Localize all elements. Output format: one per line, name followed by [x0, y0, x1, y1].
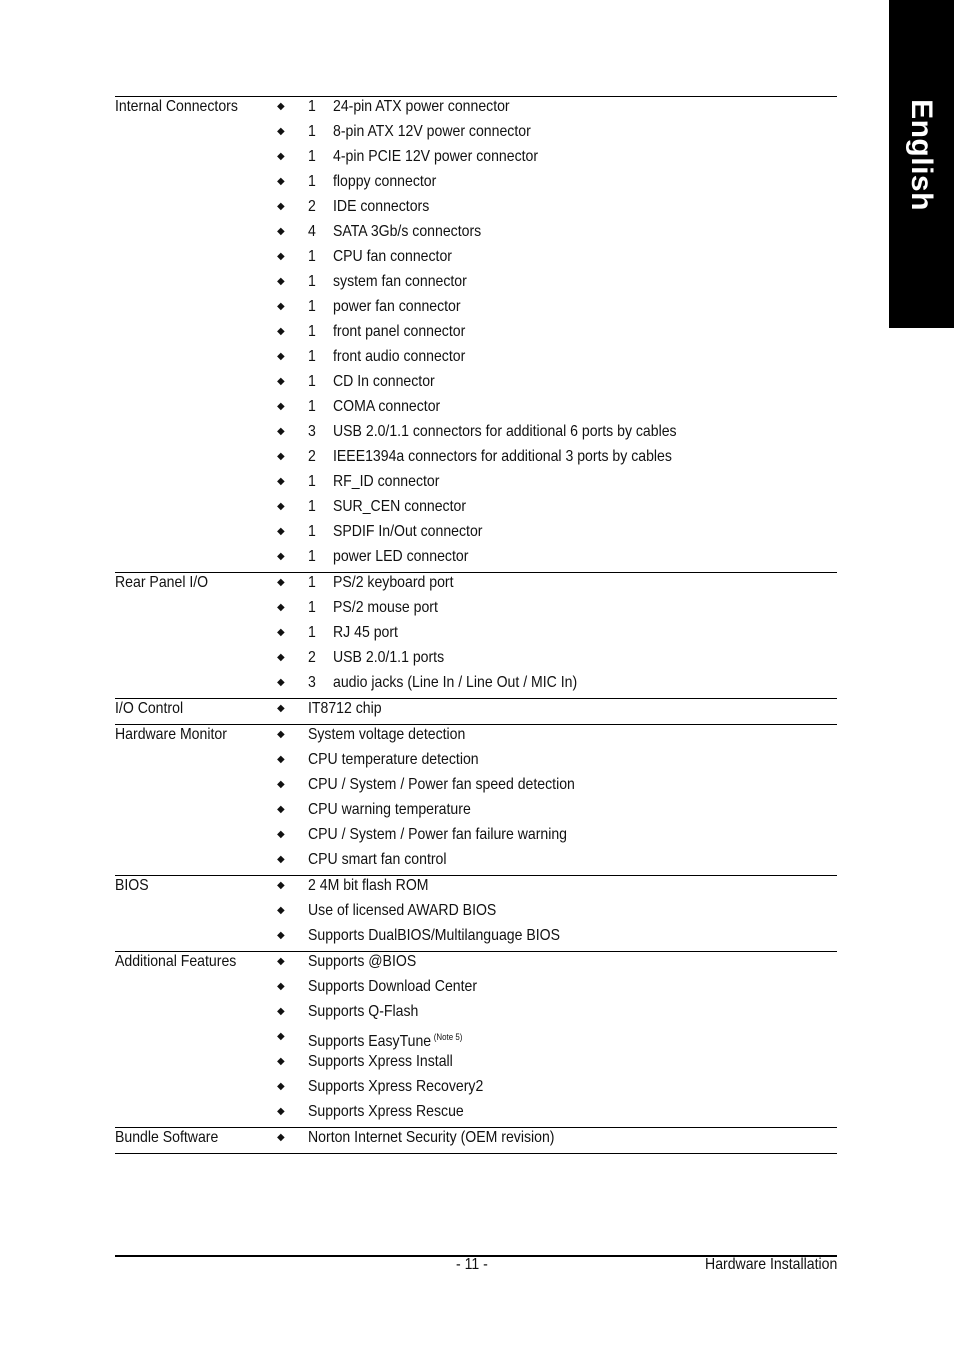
spec-section [115, 951, 837, 1127]
bullet-icon: ◆ [277, 677, 285, 688]
spec-row [115, 1002, 837, 1027]
spec-row [115, 122, 837, 147]
item-text: CPU smart fan control [308, 851, 447, 868]
bullet-icon: ◆ [277, 652, 285, 663]
spec-row [115, 347, 837, 372]
item-description [308, 750, 479, 770]
item-text: Supports Xpress Recovery2 [308, 1078, 484, 1095]
spec-row [115, 372, 837, 397]
bullet-icon: ◆ [277, 101, 285, 112]
item-text: system fan connector [333, 273, 467, 290]
item-description [308, 699, 382, 719]
item-description [333, 347, 465, 367]
item-text: power fan connector [333, 298, 461, 315]
item-text: COMA connector [333, 398, 441, 415]
bullet-icon: ◆ [277, 1081, 285, 1092]
spec-category: I/O Control [115, 700, 184, 717]
item-text: CPU temperature detection [308, 751, 479, 768]
spec-row [115, 297, 837, 322]
item-quantity: 3 [308, 423, 316, 440]
bullet-icon: ◆ [277, 729, 285, 740]
item-quantity: 1 [308, 148, 316, 165]
item-text: front panel connector [333, 323, 466, 340]
bullet-icon: ◆ [277, 451, 285, 462]
item-quantity: 2 [308, 448, 316, 465]
item-description [308, 850, 447, 870]
item-description [333, 447, 672, 467]
item-quantity: 1 [308, 498, 316, 515]
item-description [308, 800, 471, 820]
item-quantity: 1 [308, 599, 316, 616]
item-description [308, 775, 575, 795]
bullet-icon: ◆ [277, 401, 285, 412]
spec-row [115, 901, 837, 926]
spec-row [115, 547, 837, 572]
item-description [308, 1077, 483, 1097]
bullet-icon: ◆ [277, 703, 285, 714]
item-description [333, 397, 440, 417]
item-text: IEEE1394a connectors for additional 3 ports by cables [333, 448, 672, 465]
spec-row [115, 497, 837, 522]
item-quantity: 1 [308, 323, 316, 340]
bullet-icon: ◆ [277, 880, 285, 891]
item-description [308, 825, 567, 845]
spec-row [115, 800, 837, 825]
item-description [333, 648, 444, 668]
item-text: USB 2.0/1.1 connectors for additional 6 ports by cables [333, 423, 677, 440]
item-quantity: 4 [308, 223, 316, 240]
item-description [308, 1052, 453, 1072]
item-description [308, 725, 465, 745]
item-quantity: 1 [308, 98, 316, 115]
spec-row [115, 952, 837, 977]
item-description [333, 322, 465, 342]
item-text: Supports Q-Flash [308, 1003, 419, 1020]
item-text: IT8712 chip [308, 700, 382, 717]
item-description [308, 1002, 418, 1022]
item-text: front audio connector [333, 348, 466, 365]
item-description [333, 147, 538, 167]
bullet-icon: ◆ [277, 1006, 285, 1017]
bullet-icon: ◆ [277, 551, 285, 562]
item-text: 4-pin PCIE 12V power connector [333, 148, 539, 165]
item-description [308, 1027, 462, 1052]
spec-row [115, 147, 837, 172]
bullet-icon: ◆ [277, 351, 285, 362]
item-text: 8-pin ATX 12V power connector [333, 123, 531, 140]
item-text: SUR_CEN connector [333, 498, 467, 515]
item-description [333, 122, 531, 142]
bullet-icon: ◆ [277, 1106, 285, 1117]
item-description [333, 472, 439, 492]
item-text: PS/2 mouse port [333, 599, 438, 616]
spec-row [115, 472, 837, 497]
spec-row [115, 1027, 837, 1052]
item-description [308, 901, 496, 921]
item-description [333, 97, 510, 117]
spec-section [115, 875, 837, 951]
item-text: CPU warning temperature [308, 801, 471, 818]
item-text: Supports @BIOS [308, 953, 417, 970]
item-text: RJ 45 port [333, 624, 398, 641]
spec-section [115, 698, 837, 724]
item-quantity: 1 [308, 248, 316, 265]
item-text: PS/2 keyboard port [333, 574, 454, 591]
item-description [308, 977, 477, 997]
bullet-icon: ◆ [277, 201, 285, 212]
bullet-icon: ◆ [277, 226, 285, 237]
item-description [333, 673, 577, 693]
spec-row [115, 1128, 837, 1153]
spec-row [115, 197, 837, 222]
spec-category: Rear Panel I/O [115, 574, 209, 591]
bullet-icon: ◆ [277, 754, 285, 765]
item-description [333, 598, 438, 618]
item-note: (Note 5) [433, 1032, 463, 1042]
bullet-icon: ◆ [277, 981, 285, 992]
spec-row [115, 247, 837, 272]
spec-section [115, 724, 837, 875]
bullet-icon: ◆ [277, 1031, 285, 1042]
language-tab [889, 0, 954, 328]
item-text: CPU fan connector [333, 248, 452, 265]
bullet-icon: ◆ [277, 151, 285, 162]
item-quantity: 1 [308, 473, 316, 490]
spec-row [115, 750, 837, 775]
item-description [308, 1102, 464, 1122]
bullet-icon: ◆ [277, 1056, 285, 1067]
spec-row [115, 825, 837, 850]
item-description [333, 573, 454, 593]
item-text: audio jacks (Line In / Line Out / MIC In) [333, 674, 578, 691]
spec-row [115, 876, 837, 901]
spec-row [115, 422, 837, 447]
item-text: Supports DualBIOS/Multilanguage BIOS [308, 927, 561, 944]
spec-row [115, 97, 837, 122]
item-description [333, 422, 677, 442]
bullet-icon: ◆ [277, 251, 285, 262]
item-text: CD In connector [333, 373, 435, 390]
bullet-icon: ◆ [277, 126, 285, 137]
spec-row [115, 1052, 837, 1077]
spec-section [115, 96, 837, 572]
spec-row [115, 926, 837, 951]
spec-row [115, 699, 837, 724]
bullet-icon: ◆ [277, 829, 285, 840]
footer-section-title: Hardware Installation [704, 1256, 837, 1273]
spec-row [115, 222, 837, 247]
item-description [333, 172, 436, 192]
item-description [333, 297, 461, 317]
spec-row [115, 673, 837, 698]
item-description [333, 247, 452, 267]
bullet-icon: ◆ [277, 930, 285, 941]
bullet-icon: ◆ [277, 501, 285, 512]
item-text: floppy connector [333, 173, 437, 190]
item-description [333, 272, 467, 292]
spec-row [115, 397, 837, 422]
item-text: SATA 3Gb/s connectors [333, 223, 482, 240]
bullet-icon: ◆ [277, 176, 285, 187]
specification-table [115, 96, 837, 1154]
spec-category: Additional Features [115, 953, 237, 970]
spec-category: BIOS [115, 877, 149, 894]
bullet-icon: ◆ [277, 602, 285, 613]
item-description [308, 952, 416, 972]
spec-row [115, 598, 837, 623]
item-quantity: 1 [308, 348, 316, 365]
item-text: RF_ID connector [333, 473, 440, 490]
item-text: Supports Download Center [308, 978, 478, 995]
item-text: IDE connectors [333, 198, 430, 215]
item-description [333, 547, 468, 567]
spec-row [115, 573, 837, 598]
bullet-icon: ◆ [277, 1132, 285, 1143]
bullet-icon: ◆ [277, 854, 285, 865]
bullet-icon: ◆ [277, 956, 285, 967]
bullet-icon: ◆ [277, 326, 285, 337]
item-text: Norton Internet Security (OEM revision) [308, 1129, 555, 1146]
spec-section [115, 1127, 837, 1154]
bullet-icon: ◆ [277, 526, 285, 537]
bullet-icon: ◆ [277, 905, 285, 916]
bullet-icon: ◆ [277, 779, 285, 790]
language-tab-label: English [905, 99, 938, 211]
bullet-icon: ◆ [277, 276, 285, 287]
item-text: 24-pin ATX power connector [333, 98, 510, 115]
item-description [333, 372, 435, 392]
item-quantity: 2 [308, 649, 316, 666]
spec-row [115, 648, 837, 673]
item-quantity: 1 [308, 398, 316, 415]
item-quantity: 1 [308, 548, 316, 565]
bullet-icon: ◆ [277, 476, 285, 487]
spec-row [115, 775, 837, 800]
item-text: CPU / System / Power fan speed detection [308, 776, 575, 793]
item-description [308, 926, 560, 946]
spec-category: Internal Connectors [115, 98, 238, 115]
item-description [333, 522, 482, 542]
spec-row [115, 522, 837, 547]
item-quantity: 1 [308, 298, 316, 315]
spec-section [115, 572, 837, 698]
spec-row [115, 623, 837, 648]
spec-row [115, 447, 837, 472]
spec-row [115, 1102, 837, 1127]
item-description [333, 197, 429, 217]
item-description [333, 497, 466, 517]
spec-row [115, 850, 837, 875]
spec-category: Bundle Software [115, 1129, 219, 1146]
spec-row [115, 272, 837, 297]
item-text: SPDIF In/Out connector [333, 523, 483, 540]
bullet-icon: ◆ [277, 301, 285, 312]
item-quantity: 2 [308, 198, 316, 215]
spec-category: Hardware Monitor [115, 726, 227, 743]
item-description [308, 1128, 554, 1148]
bullet-icon: ◆ [277, 627, 285, 638]
bullet-icon: ◆ [277, 376, 285, 387]
item-quantity: 1 [308, 624, 316, 641]
item-quantity: 1 [308, 273, 316, 290]
item-text: CPU / System / Power fan failure warning [308, 826, 568, 843]
spec-row [115, 1077, 837, 1102]
item-text: USB 2.0/1.1 ports [333, 649, 445, 666]
item-description [333, 623, 398, 643]
item-quantity: 1 [308, 123, 316, 140]
item-quantity: 1 [308, 173, 316, 190]
page-number: - 11 - [456, 1256, 488, 1273]
spec-row [115, 322, 837, 347]
item-quantity: 1 [308, 574, 316, 591]
item-text: power LED connector [333, 548, 469, 565]
item-quantity: 1 [308, 373, 316, 390]
item-text: Supports Xpress Install [308, 1053, 453, 1070]
spec-row [115, 725, 837, 750]
item-text: System voltage detection [308, 726, 466, 743]
item-quantity: 1 [308, 523, 316, 540]
spec-row [115, 977, 837, 1002]
item-description [308, 876, 429, 896]
item-text: Supports Xpress Rescue [308, 1103, 464, 1120]
item-text: 2 4M bit flash ROM [308, 877, 429, 894]
item-text: Supports EasyTune [308, 1033, 432, 1050]
item-description [333, 222, 481, 242]
spec-row [115, 172, 837, 197]
item-quantity: 3 [308, 674, 316, 691]
bullet-icon: ◆ [277, 804, 285, 815]
bullet-icon: ◆ [277, 426, 285, 437]
bullet-icon: ◆ [277, 577, 285, 588]
item-text: Use of licensed AWARD BIOS [308, 902, 497, 919]
